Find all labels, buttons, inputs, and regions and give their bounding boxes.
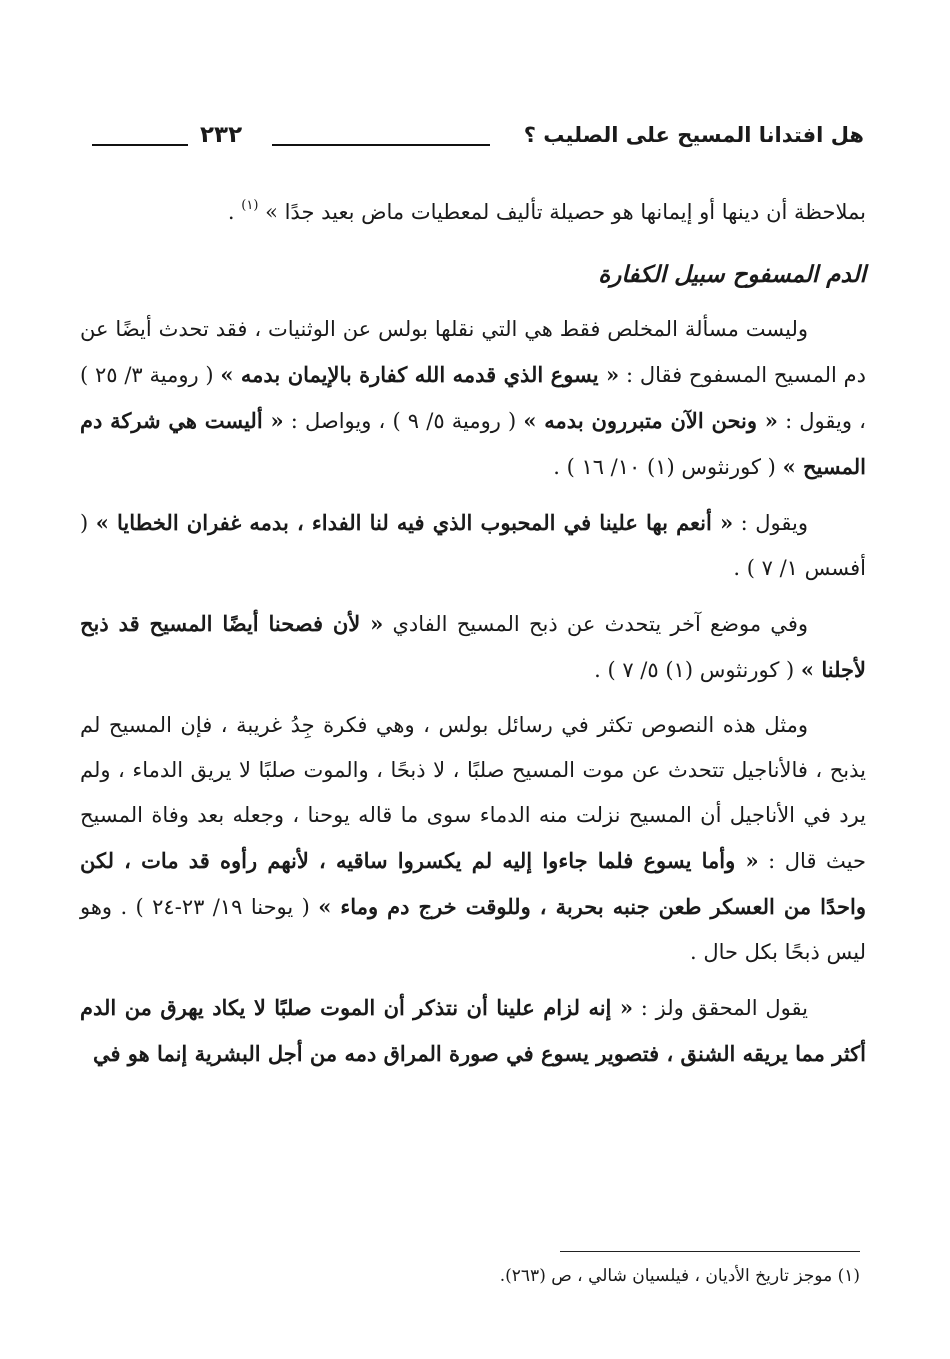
paragraph-2-text-a: وليست مسألة المخلص فقط هي التي نقلها بولس عن الوثنيات ، فقد تحدث أيضًا عن دم المسيح المسفوح فقال : <box>80 317 866 387</box>
footnote-reference: (١) <box>241 198 259 213</box>
footnote: (١) موجز تاريخ الأديان ، فيلسيان شالي ، ص (٢٦٣). <box>499 1266 860 1286</box>
paragraph-2-text-c: ( رومية ٥/ ٩ ) ، ويواصل : <box>283 409 524 433</box>
paragraph-1 <box>80 190 866 235</box>
paragraph-4 <box>80 601 866 693</box>
paragraph-2-text-d: ( كورنثوس (١) ١٠/ ١٦ ) . <box>553 455 783 479</box>
paragraph-3-text-b: ( أفسس ١/ ٧ ) . <box>80 511 866 580</box>
quote-ephesians-1-7: « أنعم بها علينا في المحبوب الذي فيه لنا الفداء ، بدمه غفران الخطايا » <box>95 510 734 535</box>
paragraph-3-text-a: ويقول : <box>733 511 808 535</box>
paragraph-6-text-a: يقول المحقق ولز : <box>632 996 808 1020</box>
paragraph-5-text-a: ومثل هذه النصوص تكثر في رسائل بولس ، وهي فكرة جِدُ غريبة ، فإن المسيح لم يذبح ، فالأناجيل تتحدث عن موت المسيح صلبًا ، لا ذبحًا ، والموت صلبًا لا يريق الدماء ، ولم يرد في الأناجيل أن المسيح نزلت منه الدماء سوى ما قاله يوحنا ، وجعله بعد وفاة المسيح حيث قال : <box>80 713 866 873</box>
quote-romans-5-9: « ونحن الآن متبررون بدمه » <box>523 408 778 433</box>
paragraph-6 <box>80 985 866 1077</box>
section-heading: الدم المسفوح سبيل الكفارة <box>598 262 866 288</box>
running-header <box>92 118 864 158</box>
header-rule-long <box>272 144 490 146</box>
paragraph-1-end: . <box>227 200 242 224</box>
running-title: هل افتدانا المسيح على الصليب ؟ <box>523 123 864 147</box>
paragraph-4-text-b: ( كورنثوس (١) ٥/ ٧ ) . <box>594 658 801 682</box>
paragraph-5-text-b: ( يوحنا ١٩/ ٢٣-٢٤ ) . وهو ليس ذبحًا بكل حال . <box>80 895 866 964</box>
quote-john-19: « وأما يسوع فلما جاءوا إليه لم يكسروا ساقيه ، لأنهم رأوه قد مات ، لكن واحدًا من العسكر طعن جنبه بحربة ، وللوقت خرج دم وماء » <box>80 848 866 919</box>
footnote-divider <box>560 1251 860 1252</box>
paragraph-3 <box>80 500 866 591</box>
quote-wells: « إنه لزام علينا أن نتذكر أن الموت صلبًا لا يكاد يهرق من الدم أكثر مما يريقه الشنق ، فتصوير يسوع في صورة المراق دمه من أجل البشرية إنما هو في <box>80 995 866 1066</box>
page-number: ٢٣٢ <box>200 122 243 148</box>
paragraph-1-text: بملاحظة أن دينها أو إيمانها هو حصيلة تأليف لمعطيات ماض بعيد جدًا » <box>265 200 866 224</box>
paragraph-2-text-b: ( رومية ٣/ ٢٥ ) ، ويقول : <box>80 363 866 433</box>
quote-corinthians-10-16: « أليست هي شركة دم المسيح » <box>80 408 866 479</box>
paragraph-5 <box>80 703 866 975</box>
header-rule-short <box>92 144 188 146</box>
quote-corinthians-5-7: « لأن فصحنا أيضًا المسيح قد ذبح لأجلنا » <box>80 611 866 682</box>
paragraph-4-text-a: وفي موضع آخر يتحدث عن ذبح المسيح الفادي <box>383 612 808 636</box>
quote-romans-3-25: « يسوع الذي قدمه الله كفارة بالإيمان بدمه » <box>220 362 620 387</box>
paragraph-2 <box>80 307 866 490</box>
main-text <box>80 190 866 1087</box>
